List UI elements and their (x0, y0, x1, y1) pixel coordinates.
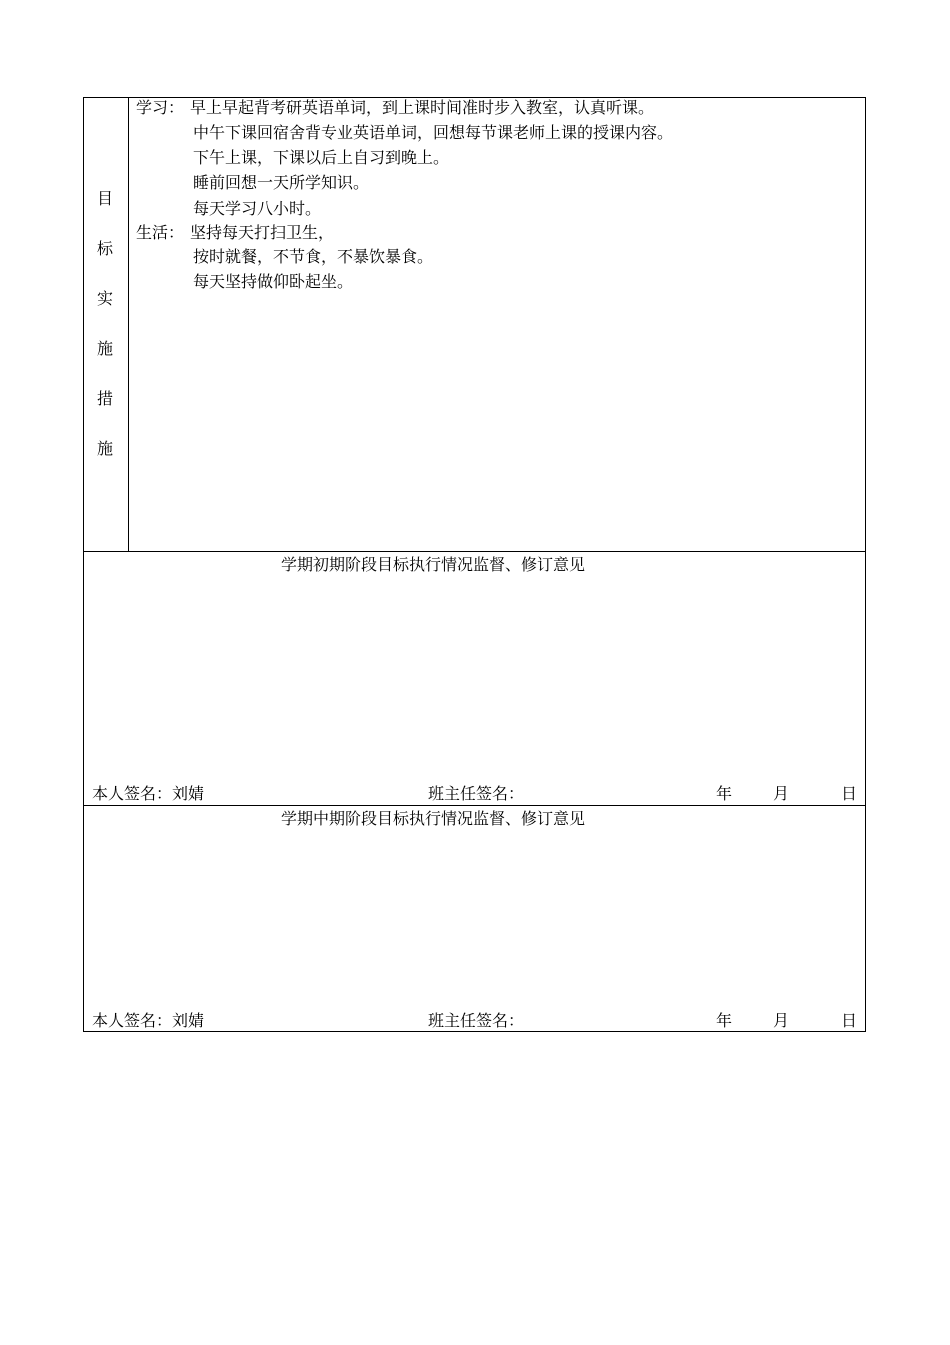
mid-term-title: 学期中期阶段目标执行情况监督、修订意见 (280, 809, 585, 828)
early-date-day: 日 (841, 784, 858, 803)
study-prefix: 学习： (136, 98, 185, 117)
early-date-year: 年 (716, 784, 733, 803)
side-label-char: 施 (96, 339, 113, 358)
early-self-signature: 本人签名：刘婧 (92, 784, 205, 803)
label-column-divider (128, 97, 129, 552)
study-line: 下午上课，下课以后上自习到晚上。 (193, 148, 450, 167)
row-divider-2 (83, 805, 866, 806)
early-date-month: 月 (773, 784, 790, 803)
mid-date-year: 年 (716, 1011, 733, 1030)
side-label-char: 目 (96, 189, 113, 208)
life-prefix: 生活： (136, 223, 185, 242)
study-line: 睡前回想一天所学知识。 (193, 173, 370, 192)
study-line: 中午下课回宿舍背专业英语单词，回想每节课老师上课的授课内容。 (193, 123, 674, 142)
mid-teacher-signature: 班主任签名： (428, 1011, 525, 1030)
early-term-title: 学期初期阶段目标执行情况监督、修订意见 (280, 555, 585, 574)
study-line: 每天学习八小时。 (193, 199, 322, 218)
mid-date-month: 月 (773, 1011, 790, 1030)
side-label-char: 施 (96, 439, 113, 458)
early-teacher-signature: 班主任签名： (428, 784, 525, 803)
row-divider-1 (83, 551, 866, 552)
side-label-char: 实 (96, 289, 113, 308)
side-label-char: 标 (96, 239, 113, 258)
mid-self-signature: 本人签名：刘婧 (92, 1011, 205, 1030)
study-line: 早上早起背考研英语单词，到上课时间准时步入教室，认真听课。 (190, 98, 655, 117)
side-label-char: 措 (96, 389, 113, 408)
life-line: 坚持每天打扫卫生， (190, 223, 335, 242)
life-line: 按时就餐，不节食，不暴饮暴食。 (193, 247, 434, 266)
mid-date-day: 日 (841, 1011, 858, 1030)
life-line: 每天坚持做仰卧起坐。 (193, 272, 354, 291)
